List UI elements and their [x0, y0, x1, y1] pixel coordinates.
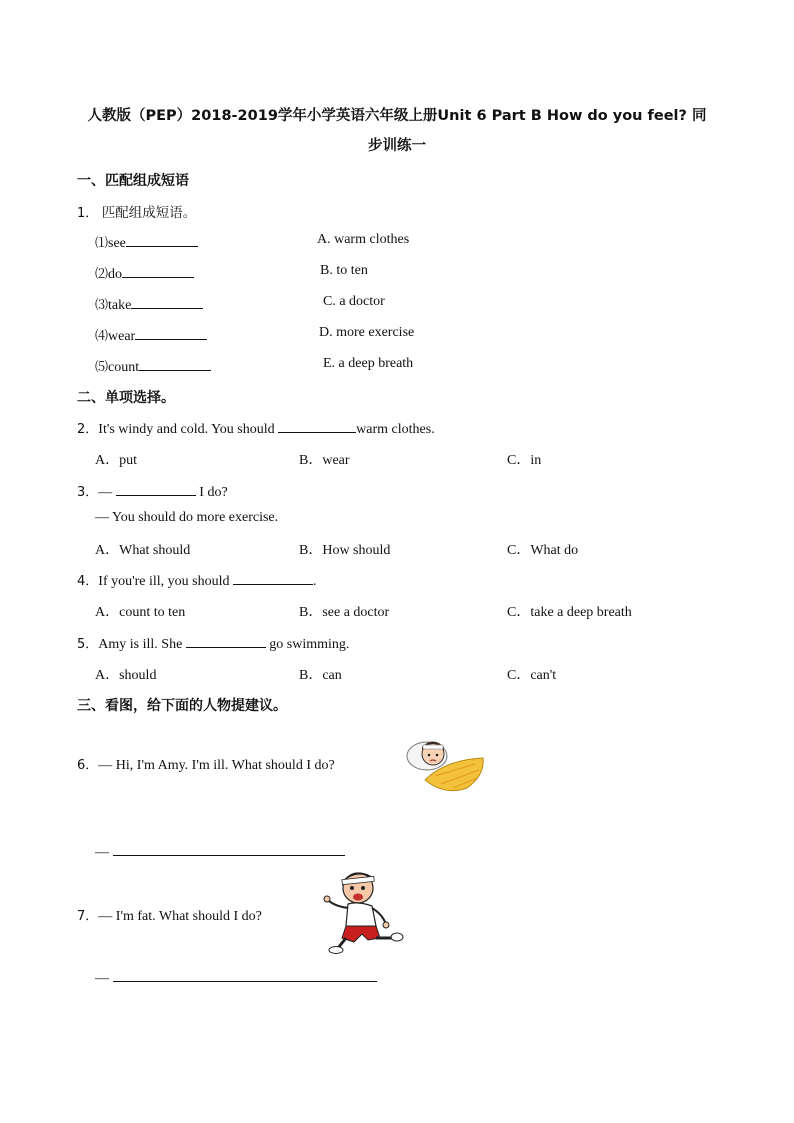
- question-3-blank[interactable]: [116, 483, 196, 496]
- question-6-answer-line[interactable]: [113, 843, 345, 856]
- question-1-text: 匹配组成短语。: [101, 205, 197, 221]
- question-5-text: Amy is ill. She: [98, 637, 186, 652]
- question-2-option-b[interactable]: B．wear: [299, 453, 350, 468]
- match-left-4-word: wear: [108, 329, 136, 344]
- match-left-5: [95, 356, 211, 376]
- question-5: [77, 633, 349, 653]
- section-1-heading: 一、匹配组成短语: [77, 173, 189, 189]
- match-left-2-word: do: [108, 267, 123, 282]
- match-left-3-number: ⑶: [95, 298, 109, 313]
- question-5-option-c[interactable]: C．can't: [507, 668, 557, 683]
- match-left-1-word: see: [108, 236, 126, 251]
- question-3: [77, 481, 228, 501]
- question-7-text: — I'm fat. What should I do?: [98, 909, 262, 924]
- match-left-5-blank[interactable]: [139, 358, 211, 371]
- match-left-3-word: take: [108, 298, 132, 313]
- question-6-number: 6．: [77, 758, 99, 773]
- question-4-number: 4．: [77, 574, 99, 589]
- title-line-2: 步训练一: [368, 138, 426, 154]
- match-left-2-blank[interactable]: [122, 265, 194, 278]
- question-2-text-end: warm clothes.: [356, 422, 435, 437]
- question-4: [77, 570, 317, 590]
- match-right-e: E. a deep breath: [323, 356, 414, 371]
- question-2-option-a[interactable]: A．put: [95, 453, 137, 468]
- question-7-answer: [95, 969, 377, 987]
- question-5-blank[interactable]: [186, 635, 266, 648]
- match-left-1-blank[interactable]: [126, 234, 198, 247]
- question-3-text-end: I do?: [195, 485, 228, 500]
- question-7: [77, 905, 262, 925]
- question-3-option-a[interactable]: A．What should: [95, 543, 191, 558]
- match-left-3-blank[interactable]: [131, 296, 203, 309]
- match-left-5-word: count: [108, 360, 140, 375]
- question-7-dash: —: [95, 971, 109, 986]
- question-5-number: 5．: [77, 637, 99, 652]
- title-line-1: 人教版（PEP）2018-2019学年小学英语六年级上册Unit 6 Part B How do you feel? 同: [87, 108, 707, 124]
- question-2-blank[interactable]: [278, 420, 356, 433]
- question-7-answer-line[interactable]: [113, 969, 377, 982]
- match-left-4-blank[interactable]: [135, 327, 207, 340]
- question-4-option-b[interactable]: B．see a doctor: [299, 605, 390, 620]
- question-4-text: If you're ill, you should: [98, 574, 234, 589]
- match-left-1: [95, 232, 198, 252]
- match-right-b: B. to ten: [320, 263, 368, 278]
- question-2-option-c[interactable]: C．in: [507, 453, 542, 468]
- question-3-reply: — You should do more exercise.: [95, 510, 279, 525]
- question-6-answer: [95, 843, 345, 861]
- question-6-text: — Hi, I'm Amy. I'm ill. What should I do?: [98, 758, 335, 773]
- match-right-d: D. more exercise: [319, 325, 415, 340]
- match-left-1-number: ⑴: [95, 236, 109, 251]
- section-3-heading: 三、看图，给下面的人物提建议。: [77, 698, 287, 714]
- match-right-c: C. a doctor: [323, 294, 385, 309]
- question-3-number: 3．: [77, 485, 99, 500]
- question-3-option-c[interactable]: C．What do: [507, 543, 579, 558]
- section-2-heading: 二、单项选择。: [77, 390, 175, 406]
- match-left-4: [95, 325, 207, 345]
- question-2-number: 2．: [77, 422, 99, 437]
- question-1-number: 1．: [77, 206, 99, 221]
- running-boy-illustration: [318, 868, 406, 958]
- match-left-4-number: ⑷: [95, 329, 109, 344]
- match-left-2-number: ⑵: [95, 267, 109, 282]
- question-5-text-end: go swimming.: [265, 637, 350, 652]
- question-6-dash: —: [95, 845, 109, 860]
- question-2-text: It's windy and cold. You should: [98, 422, 279, 437]
- match-left-3: [95, 294, 203, 314]
- question-2: [77, 418, 435, 438]
- question-6: [77, 754, 335, 774]
- question-5-option-a[interactable]: A．should: [95, 668, 157, 683]
- question-4-option-c[interactable]: C．take a deep breath: [507, 605, 632, 620]
- question-4-blank[interactable]: [233, 572, 313, 585]
- question-5-option-b[interactable]: B．can: [299, 668, 342, 683]
- question-4-option-a[interactable]: A．count to ten: [95, 605, 186, 620]
- question-3-text: —: [98, 485, 116, 500]
- sick-girl-illustration: [405, 730, 487, 796]
- match-left-2: [95, 263, 194, 283]
- question-1: [77, 201, 196, 222]
- match-left-5-number: ⑸: [95, 360, 109, 375]
- question-7-number: 7．: [77, 909, 99, 924]
- match-right-a: A. warm clothes: [317, 232, 410, 247]
- question-3-option-b[interactable]: B．How should: [299, 543, 391, 558]
- question-4-text-end: .: [313, 574, 317, 589]
